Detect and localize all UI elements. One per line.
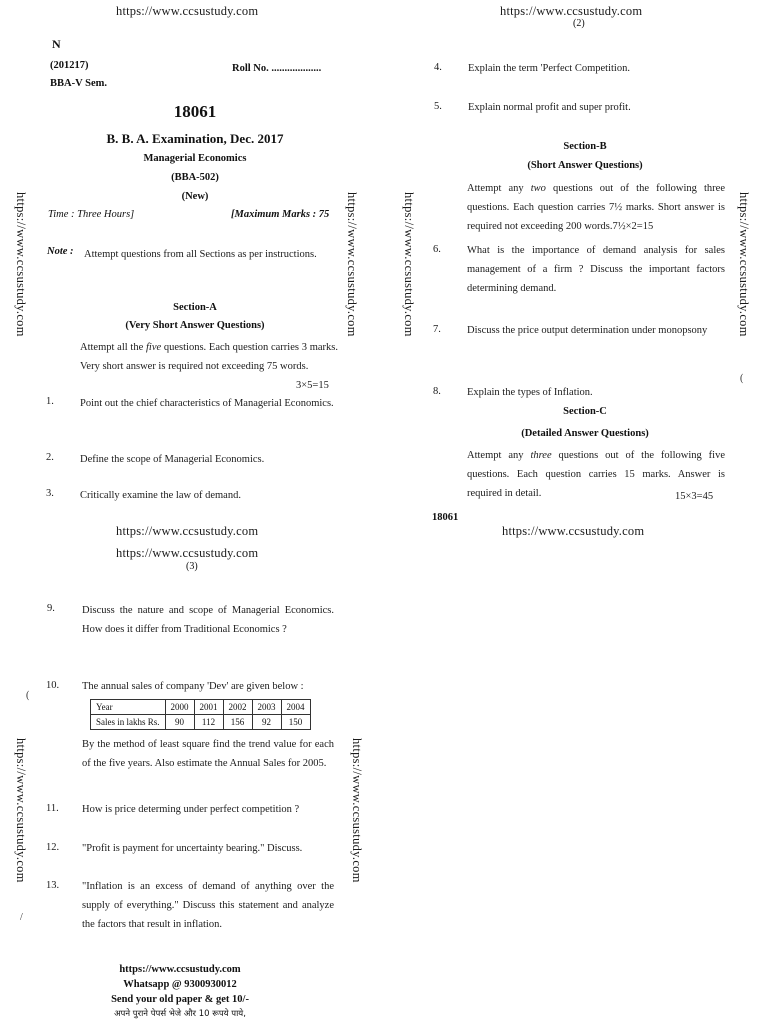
- footer-whatsapp: Whatsapp @ 9300930012: [123, 979, 237, 990]
- table-cell: 92: [252, 715, 281, 730]
- exam-title: B. B. A. Examination, Dec. 2017: [106, 131, 284, 146]
- question-number: 7.: [433, 324, 441, 335]
- paper-code: (201217): [50, 60, 89, 71]
- section-a-subtitle: (Very Short Answer Questions): [125, 320, 265, 331]
- section-c-subtitle: (Detailed Answer Questions): [521, 428, 649, 439]
- section-c-title: Section-C: [563, 406, 607, 417]
- scan-mark: /: [20, 912, 23, 923]
- note-text: Attempt questions from all Sections as per instructions.: [84, 249, 317, 260]
- scan-mark: (: [740, 373, 744, 384]
- question-text: The annual sales of company 'Dev' are given below :: [82, 681, 304, 692]
- table-cell: 112: [194, 715, 223, 730]
- side-watermark-url: https://www.ccsustudy.com: [737, 192, 751, 337]
- page2-paper-number: 18061: [432, 512, 459, 523]
- edition-label: (New): [181, 191, 209, 202]
- section-a-instructions: Attempt all the five questions. Each question carries 3 marks. Very short answer is required not exceeding 75 words.: [80, 342, 338, 372]
- paper-number: 18061: [173, 102, 217, 121]
- question-number: 5.: [434, 101, 442, 112]
- page3-top-url: https://www.ccsustudy.com: [116, 546, 259, 560]
- table-cell: 150: [281, 715, 310, 730]
- table-cell: 2002: [223, 700, 252, 715]
- footer-offer: Send your old paper & get 10/-: [111, 994, 249, 1005]
- side-watermark-url: https://www.ccsustudy.com: [402, 192, 416, 337]
- question-number: 8.: [433, 386, 441, 397]
- roll-number-field: Roll No. ...................: [232, 63, 322, 74]
- question-number: 13.: [46, 880, 60, 891]
- question-number: 12.: [46, 842, 60, 853]
- question-text: "Inflation is an excess of demand of anything over the supply of everything." Discuss this statement and analyze the factors that result in inflation.: [82, 881, 334, 930]
- subject-code: (BBA-502): [171, 172, 219, 183]
- table-cell: 2001: [194, 700, 223, 715]
- page1-top-url: https://www.ccsustudy.com: [116, 4, 259, 18]
- side-watermark-url: https://www.ccsustudy.com: [350, 738, 364, 883]
- question-followup-text: By the method of least square find the trend value for each of the five years. Also estimate the Annual Sales for 2005.: [82, 739, 334, 769]
- question-text: Explain the term 'Perfect Competition.: [468, 63, 630, 74]
- table-cell: Year: [91, 700, 166, 715]
- footer-url: https://www.ccsustudy.com: [119, 964, 241, 975]
- table-cell: 2003: [252, 700, 281, 715]
- question-number: 11.: [46, 803, 59, 814]
- max-marks: [Maximum Marks : 75: [231, 209, 330, 220]
- table-cell: Sales in lakhs Rs.: [91, 715, 166, 730]
- question-text: Explain the types of Inflation.: [467, 387, 593, 398]
- subject-name: Managerial Economics: [143, 153, 247, 164]
- section-b-subtitle: (Short Answer Questions): [527, 160, 643, 171]
- question-text: How is price determing under perfect competition ?: [82, 804, 300, 815]
- section-b-instructions: Attempt any two questions out of the following three questions. Each question carries 7½ marks. Short answer is required not exceeding 200 words.7½×2=15: [467, 183, 725, 232]
- footer-offer-hindi: अपने पुराने पेपर्स भेजे और 10 रूपये पाये,: [114, 1009, 246, 1019]
- question-number: 10.: [46, 680, 60, 691]
- question-text: What is the importance of demand analysis for sales management of a firm ? Discuss the important factors determining demand.: [467, 245, 725, 294]
- question-text: Point out the chief characteristics of Managerial Economics.: [80, 398, 334, 409]
- section-c-marks: 15×3=45: [675, 491, 714, 502]
- section-c-instructions: Attempt any three questions out of the following five questions. Each question carries 15 marks. Answer is required in detail.: [467, 450, 725, 499]
- question-text: Explain normal profit and super profit.: [468, 102, 631, 113]
- table-cell: 2004: [281, 700, 310, 715]
- scan-mark: (: [26, 690, 30, 701]
- side-watermark-url: https://www.ccsustudy.com: [14, 192, 28, 337]
- table-cell: 156: [223, 715, 252, 730]
- question-text: Discuss the nature and scope of Managerial Economics. How does it differ from Traditional Economics ?: [82, 605, 334, 635]
- table-cell: 2000: [165, 700, 194, 715]
- time-allowed: Time : Three Hours]: [48, 209, 135, 220]
- section-a-title: Section-A: [173, 302, 217, 313]
- question-number: 1.: [46, 396, 54, 407]
- question-text: Critically examine the law of demand.: [80, 490, 241, 501]
- page2-top-url: https://www.ccsustudy.com: [500, 4, 643, 18]
- semester-label: BBA-V Sem.: [50, 78, 107, 89]
- page2-number: (2): [573, 18, 585, 29]
- table-row: [91, 715, 311, 730]
- page3-number: (3): [186, 561, 198, 572]
- question-text: Define the scope of Managerial Economics.: [80, 454, 265, 465]
- side-watermark-url: https://www.ccsustudy.com: [345, 192, 359, 337]
- question-number: 4.: [434, 62, 442, 73]
- table-cell: 90: [165, 715, 194, 730]
- question-text: "Profit is payment for uncertainty bearing." Discuss.: [82, 843, 303, 854]
- question-number: 3.: [46, 488, 54, 499]
- note-label: Note :: [47, 246, 74, 257]
- question-number: 6.: [433, 244, 441, 255]
- section-b-title: Section-B: [563, 141, 607, 152]
- sales-table: [90, 699, 311, 730]
- page1-bottom-url: https://www.ccsustudy.com: [116, 524, 259, 538]
- question-number: 9.: [47, 603, 55, 614]
- footer-block: [60, 962, 300, 1022]
- paper-letter: N: [52, 37, 61, 51]
- table-row: [91, 700, 311, 715]
- question-text: Discuss the price output determination under monopsony: [467, 325, 708, 336]
- side-watermark-url: https://www.ccsustudy.com: [14, 738, 28, 883]
- page2-bottom-url: https://www.ccsustudy.com: [502, 524, 645, 538]
- question-number: 2.: [46, 452, 54, 463]
- section-a-marks: 3×5=15: [296, 380, 329, 391]
